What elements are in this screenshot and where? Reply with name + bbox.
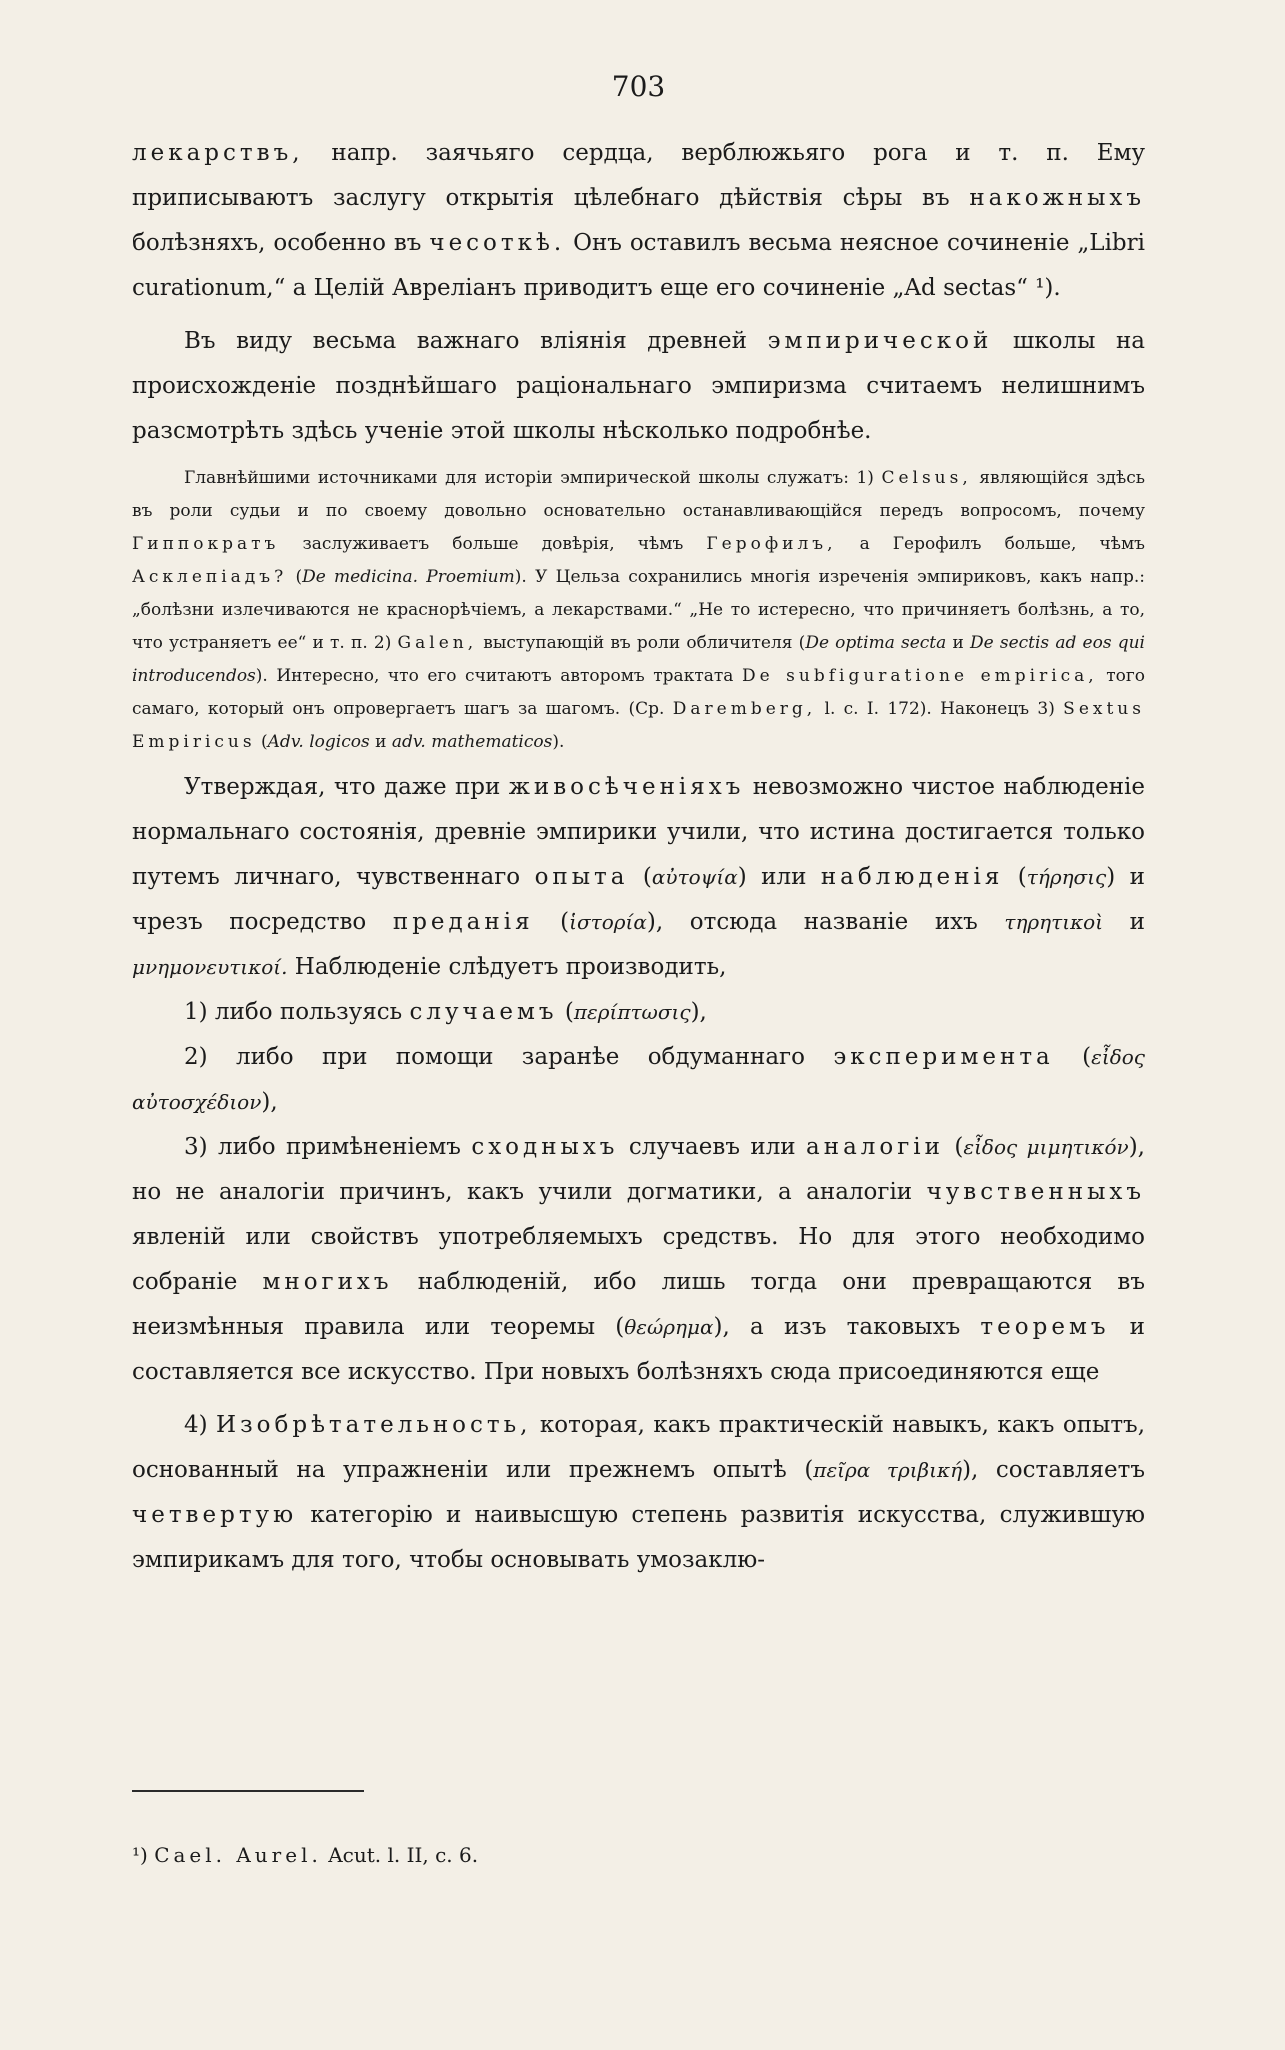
spaced-term: наблюденія — [820, 864, 1004, 890]
text: Утверждая, что даже при — [184, 774, 509, 800]
text: ( — [1053, 1044, 1092, 1070]
greek-term: τηρητικοὶ — [1004, 910, 1104, 934]
text: 2) либо при помощи заранѣе обдуманнаго — [184, 1044, 834, 1070]
text: ), а изъ таковыхъ — [713, 1314, 981, 1340]
text: наблюденій, ибо лишь тогда они превращаются въ неизмѣнныя правила или теоремы ( — [132, 1269, 1145, 1340]
text: Въ виду весьма важнаго вліянія древней — [184, 328, 768, 354]
text: ) и чрезъ посредство — [132, 864, 1145, 935]
text: и — [369, 732, 392, 752]
spaced-term: Гиппократъ — [132, 534, 280, 554]
greek-term: αὐτοψία — [651, 865, 738, 889]
text: ) или — [737, 864, 821, 890]
text: ( — [1003, 864, 1027, 890]
spaced-term: преданія — [392, 909, 534, 935]
italic-title: De medicina. Proemium — [302, 567, 515, 587]
spaced-term: Герофилъ, — [706, 534, 837, 554]
spaced-term: четвертую — [132, 1502, 298, 1528]
text: 3) либо примѣненіемъ — [184, 1134, 472, 1160]
list-item-4 — [132, 1403, 1145, 1583]
text: ( — [255, 732, 268, 752]
spaced-term: Daremberg, — [672, 699, 817, 719]
text: явленій или свойствъ употребляемыхъ средствъ. Но для этого необходимо собраніе — [132, 1224, 1145, 1295]
spaced-term: теоремъ — [980, 1314, 1110, 1340]
greek-term: εἶδος μιμητικόν — [963, 1135, 1129, 1159]
sources-note — [132, 462, 1145, 759]
italic-title: Adv. logicos — [267, 732, 370, 752]
text: ). У Цельза сохранились многія изреченія эмпириковъ, какъ напр.: „болѣзни излечиваются не краснорѣчіемъ, а лекарствами.“ „Не то истересно, что причиняетъ болѣзнь, а то, что устраняетъ ее“ и т. п. 2) — [132, 567, 1145, 653]
text: ), но не аналогіи причинъ, какъ учили догматики, а аналогіи — [132, 1134, 1145, 1205]
italic-title: adv. mathematicos — [391, 732, 553, 752]
text: категорію и наивысшую степень развитія искусства, служившую эмпирикамъ для того, чтобы основывать умозаклю- — [132, 1502, 1145, 1573]
text: а Герофилъ больше, чѣмъ — [836, 534, 1145, 554]
text: и составляется все искусство. При новыхъ болѣзняхъ сюда присоединяются еще — [132, 1314, 1146, 1385]
list-item-1 — [132, 990, 1145, 1035]
greek-term: τήρησις — [1026, 865, 1107, 889]
spaced-term: накожныхъ — [969, 185, 1145, 211]
text: Наблюденіе слѣдуетъ производить, — [287, 954, 727, 980]
text: ), составляетъ — [962, 1457, 1145, 1483]
text: и — [1103, 909, 1145, 935]
text: того самаго, который онъ опровергаетъ шагъ за шагомъ. (Ср. — [132, 666, 1146, 719]
text: случаевъ или — [618, 1134, 807, 1160]
spaced-term: Sextus Empiricus — [132, 699, 1145, 752]
spaced-term: Cael. Aurel. — [154, 1843, 322, 1867]
text: ), отсюда названіе ихъ — [646, 909, 1005, 935]
footnote-marker: ¹) — [132, 1843, 155, 1867]
spaced-term: эксперимента — [833, 1044, 1054, 1070]
spaced-term: эмпирической — [767, 328, 993, 354]
footnote — [132, 1840, 478, 1870]
spaced-term: чесоткѣ. — [429, 230, 566, 256]
spaced-term: живосѣченіяхъ — [508, 774, 745, 800]
text: ), — [690, 999, 707, 1025]
italic-title: De optima secta — [805, 633, 947, 653]
greek-term: περίπτωσις — [573, 1000, 691, 1024]
list-item-3 — [132, 1125, 1145, 1395]
spaced-term: De subfiguratione empirica, — [741, 666, 1098, 686]
text: болѣзняхъ, особенно въ — [132, 230, 430, 256]
paragraph-1 — [132, 131, 1145, 311]
page-number: 703 — [611, 70, 666, 103]
text: заслуживаетъ больше довѣрія, чѣмъ — [279, 534, 707, 554]
spaced-term: Изобрѣтательность, — [216, 1412, 532, 1438]
italic-title: De sectis ad eos qui introducendos — [132, 633, 1145, 686]
text: школы на происхожденіе позднѣйшаго раціональнаго эмпиризма считаемъ нелишнимъ разсмотрѣть здѣсь ученіе этой школы нѣсколько подробнѣе. — [132, 328, 1145, 444]
text: 1) либо пользуясь — [184, 999, 410, 1025]
text: ). Интересно, что его считаютъ авторомъ трактата — [255, 666, 742, 686]
greek-term: ἱστορία — [569, 910, 647, 934]
text: невозможно чистое наблюденіе нормальнаго состоянія, древніе эмпирики учили, что истина достигается только путемъ личнаго, чувственнаго — [132, 774, 1145, 890]
text: Acut. l. II, c. 6. — [321, 1843, 479, 1867]
greek-term: εἶδος αὐτοσχέδιον — [132, 1045, 1145, 1114]
text: и — [946, 633, 970, 653]
spaced-term: опыта — [534, 864, 629, 890]
list-item-2 — [132, 1035, 1145, 1125]
text: l. c. I. 172). Наконецъ 3) — [816, 699, 1064, 719]
spaced-term: Celsus, — [881, 468, 972, 488]
text: выступающій въ роли обличителя ( — [477, 633, 806, 653]
footnote-divider — [132, 1790, 364, 1792]
text: 4) — [184, 1412, 217, 1438]
greek-term: μνημονευτικοί. — [132, 955, 288, 979]
text: ), — [261, 1089, 278, 1115]
paragraph-2 — [132, 319, 1145, 454]
text: ( — [943, 1134, 964, 1160]
spaced-term: Асклепіадъ? — [132, 567, 288, 587]
text: ). — [552, 732, 565, 752]
spaced-term: лекарствъ, — [132, 140, 304, 166]
spaced-term: сходныхъ — [471, 1134, 619, 1160]
text: Онъ оставилъ весьма неясное сочиненіе „Libri curationum,“ а Целій Авреліанъ приводитъ еще его сочиненіе „Ad sectas“ ¹). — [132, 230, 1146, 301]
greek-term: θεώρημα — [624, 1315, 714, 1339]
spaced-term: чувственныхъ — [926, 1179, 1145, 1205]
text: напр. заячьяго сердца, верблюжьяго рога и т. п. Ему приписываютъ заслугу открытія цѣлебнаго дѣйствія сѣры въ — [132, 140, 1145, 211]
spaced-term: Galen, — [397, 633, 478, 653]
spaced-term: случаемъ — [409, 999, 558, 1025]
spaced-term: аналогіи — [806, 1134, 944, 1160]
text: ( — [533, 909, 570, 935]
text: являющійся здѣсь въ роли судьи и по своему довольно основательно останавливающійся передъ вопросомъ, почему — [132, 468, 1145, 521]
text: ( — [557, 999, 574, 1025]
text: ( — [628, 864, 652, 890]
text: ( — [287, 567, 303, 587]
text: которая, какъ практическій навыкъ, какъ опытъ, основанный на упражненіи или прежнемъ опытѣ ( — [132, 1412, 1146, 1483]
paragraph-3 — [132, 765, 1145, 990]
spaced-term: многихъ — [262, 1269, 393, 1295]
greek-term: πεῖρα τριβική — [813, 1458, 963, 1482]
text: Главнѣйшими источниками для исторіи эмпирической школы служатъ: 1) — [184, 468, 882, 488]
